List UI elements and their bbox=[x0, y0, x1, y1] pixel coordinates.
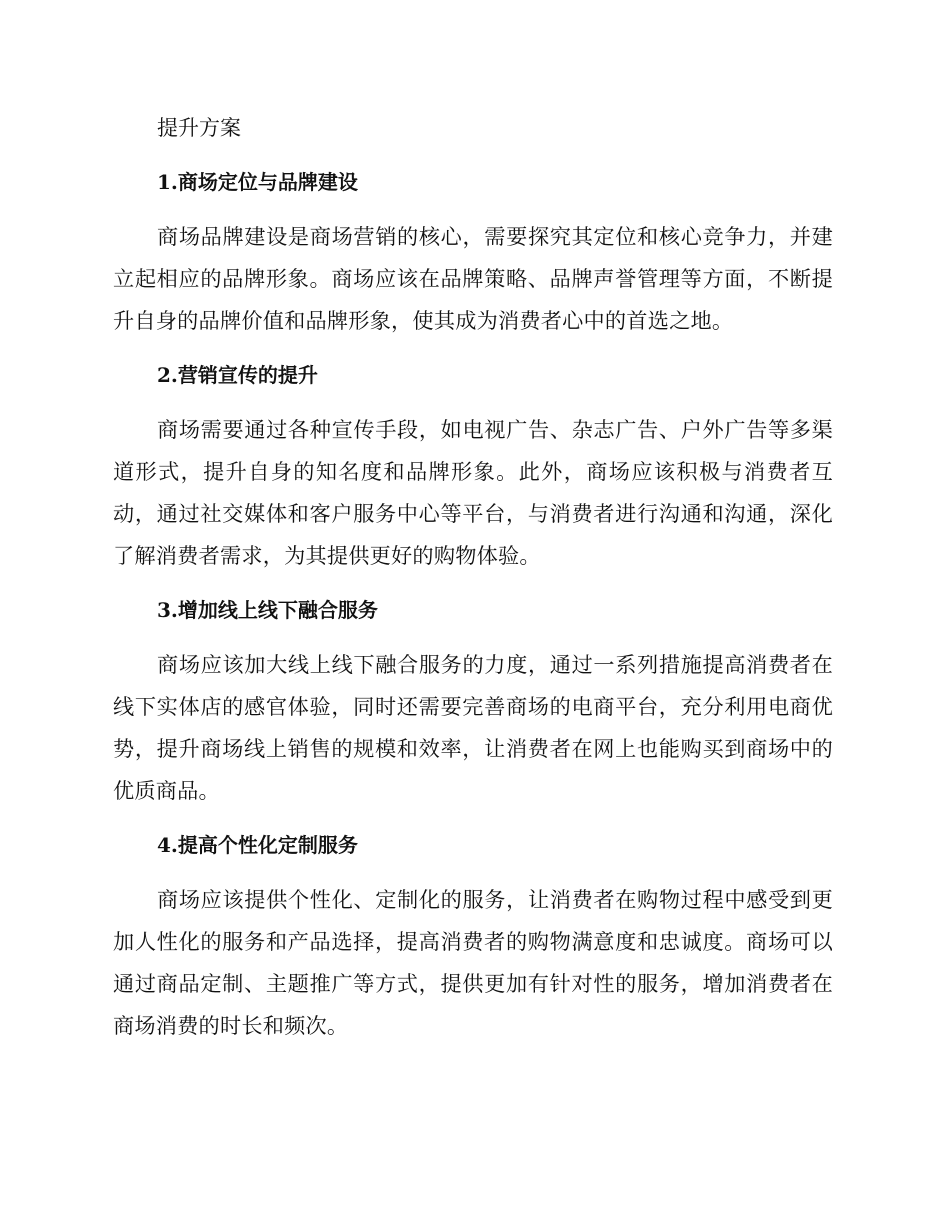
document-title: 提升方案 bbox=[157, 116, 241, 140]
section-body-4: 商场应该提供个性化、定制化的服务，让消费者在购物过程中感受到更加人性化的服务和产品选择，提高消费者的购物满意度和忠诚度。商场可以通过商品定制、主题推广等方式，提供更加有针对性的服务，增加消费者在商场消费的时长和频次。 bbox=[113, 887, 833, 1038]
section-body-1: 商场品牌建设是商场营销的核心，需要探究其定位和核心竞争力，并建立起相应的品牌形象。商场应该在品牌策略、品牌声誉管理等方面，不断提升自身的品牌价值和品牌形象，使其成为消费者心中的首选之地。 bbox=[113, 224, 833, 333]
section-heading-4: 4.提高个性化定制服务 bbox=[157, 833, 358, 857]
section-body-3: 商场应该加大线上线下融合服务的力度，通过一系列措施提高消费者在线下实体店的感官体验，同时还需要完善商场的电商平台，充分利用电商优势，提升商场线上销售的规模和效率，让消费者在网上也能购买到商场中的优质商品。 bbox=[113, 652, 833, 803]
section-body-2: 商场需要通过各种宣传手段，如电视广告、杂志广告、户外广告等多渠道形式，提升自身的知名度和品牌形象。此外，商场应该积极与消费者互动，通过社交媒体和客户服务中心等平台，与消费者进行沟通和沟通，深化了解消费者需求，为其提供更好的购物体验。 bbox=[113, 417, 833, 568]
document-page bbox=[113, 108, 833, 1060]
section-heading-2: 2.营销宣传的提升 bbox=[157, 363, 318, 387]
section-heading-3: 3.增加线上线下融合服务 bbox=[157, 598, 378, 622]
section-heading-1: 1.商场定位与品牌建设 bbox=[157, 170, 358, 194]
